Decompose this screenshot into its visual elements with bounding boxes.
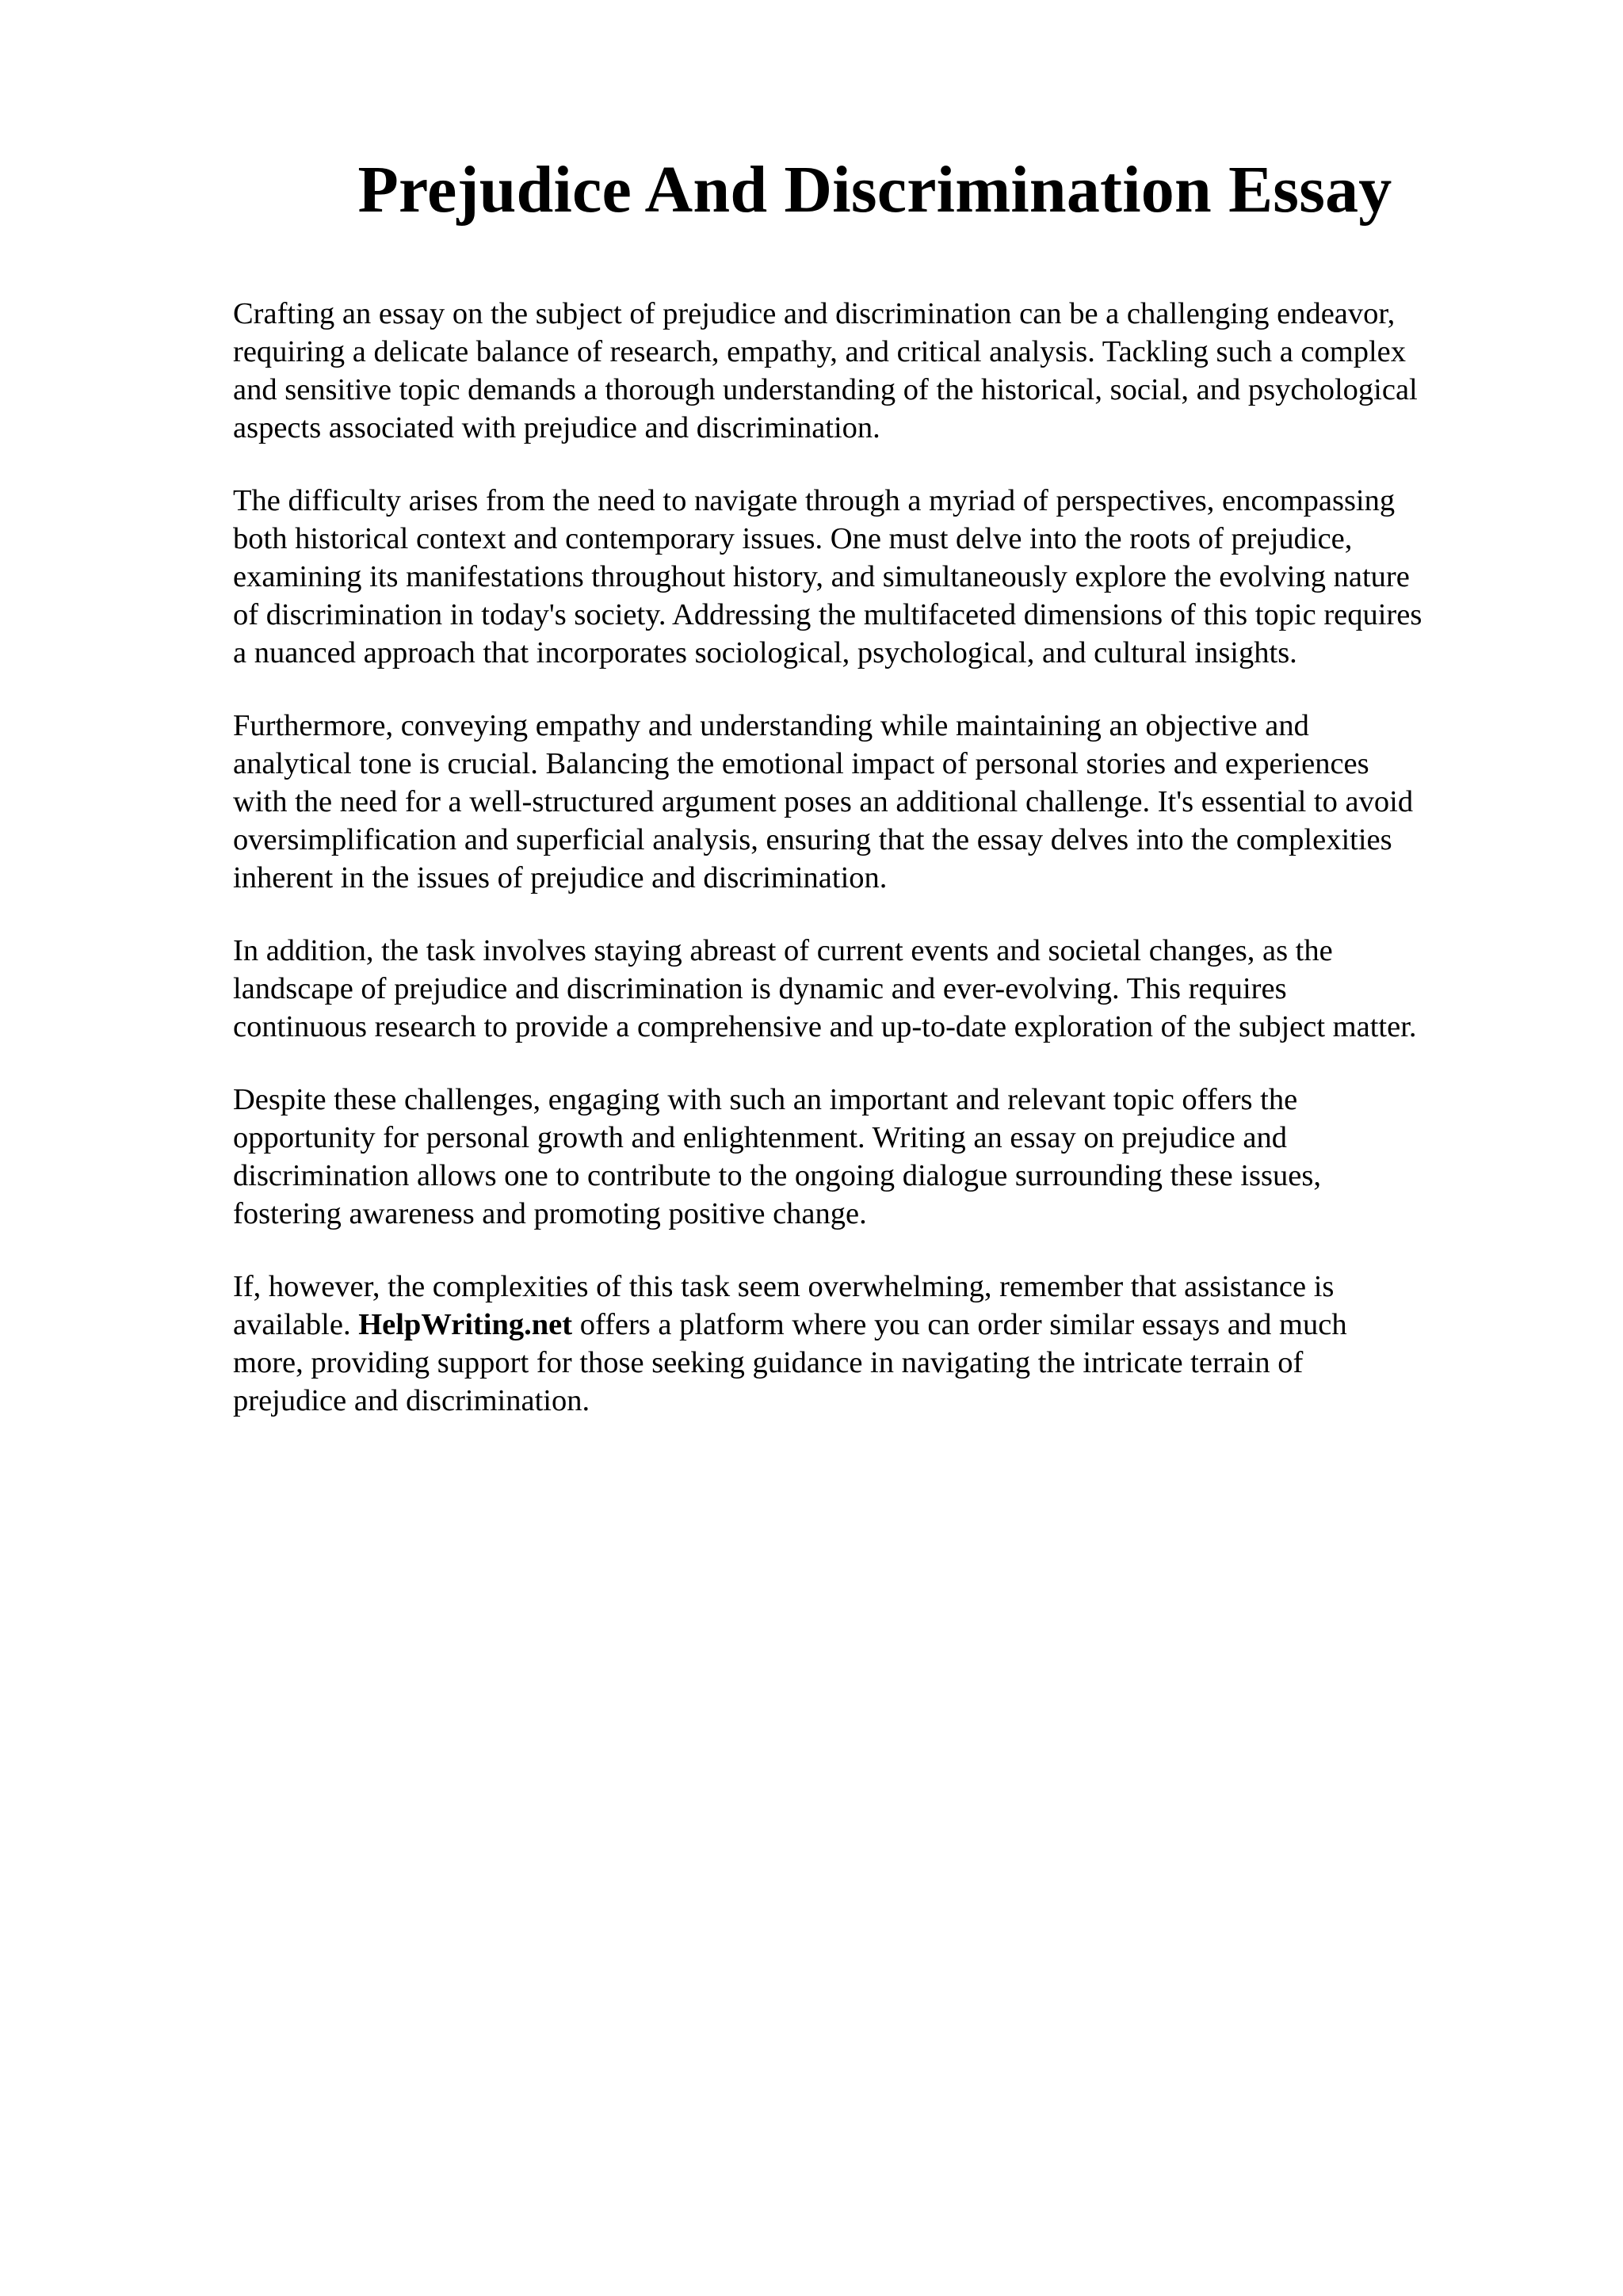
text-line: opportunity for personal growth and enlightenment. Writing an essay on prejudice and bbox=[233, 1121, 1287, 1154]
brand-name: HelpWriting.net bbox=[358, 1308, 573, 1341]
text-line bbox=[233, 1306, 1541, 1344]
text-line: In addition, the task involves staying abreast of current events and societal changes, as the bbox=[233, 934, 1333, 967]
paragraph-1 bbox=[233, 295, 1541, 447]
text-line: examining its manifestations throughout history, and simultaneously explore the evolving nature bbox=[233, 560, 1410, 593]
text-line: and sensitive topic demands a thorough understanding of the historical, social, and psychological bbox=[233, 373, 1418, 406]
text-line: landscape of prejudice and discrimination is dynamic and ever-evolving. This requires bbox=[233, 972, 1287, 1005]
paragraph-5 bbox=[233, 1081, 1541, 1233]
text-line: prejudice and discrimination. bbox=[233, 1384, 590, 1417]
text-line: Despite these challenges, engaging with such an important and relevant topic offers the bbox=[233, 1083, 1298, 1116]
paragraph-3 bbox=[233, 707, 1541, 897]
text-line: discrimination allows one to contribute to the ongoing dialogue surrounding these issues, bbox=[233, 1159, 1321, 1192]
paragraph-4 bbox=[233, 932, 1541, 1046]
text-line: aspects associated with prejudice and discrimination. bbox=[233, 411, 880, 444]
text-line: Furthermore, conveying empathy and understanding while maintaining an objective and bbox=[233, 709, 1309, 742]
text-line: inherent in the issues of prejudice and discrimination. bbox=[233, 861, 888, 894]
text-line: more, providing support for those seeking guidance in navigating the intricate terrain of bbox=[233, 1346, 1304, 1379]
text-segment: offers a platform where you can order similar essays and much bbox=[572, 1308, 1347, 1341]
text-line: analytical tone is crucial. Balancing the emotional impact of personal stories and experiences bbox=[233, 747, 1369, 780]
text-line: If, however, the complexities of this task seem overwhelming, remember that assistance is bbox=[233, 1270, 1335, 1303]
text-line: requiring a delicate balance of research, empathy, and critical analysis. Tackling such a complex bbox=[233, 335, 1406, 368]
text-line: with the need for a well-structured argument poses an additional challenge. It's essential to avoid bbox=[233, 785, 1414, 818]
essay-body bbox=[233, 295, 1541, 1455]
text-line: oversimplification and superficial analysis, ensuring that the essay delves into the complexities bbox=[233, 823, 1392, 856]
text-line: of discrimination in today's society. Addressing the multifaceted dimensions of this topic requires bbox=[233, 598, 1423, 631]
page-title: Prejudice And Discrimination Essay bbox=[357, 153, 1392, 227]
text-line: continuous research to provide a comprehensive and up-to-date exploration of the subject matter. bbox=[233, 1010, 1417, 1043]
text-segment: available. bbox=[233, 1308, 359, 1341]
text-line: The difficulty arises from the need to navigate through a myriad of perspectives, encompassing bbox=[233, 484, 1396, 517]
paragraph-6 bbox=[233, 1268, 1541, 1420]
text-line: both historical context and contemporary issues. One must delve into the roots of prejudice, bbox=[233, 522, 1353, 555]
paragraph-2 bbox=[233, 482, 1541, 672]
text-line: Crafting an essay on the subject of prejudice and discrimination can be a challenging endeavor, bbox=[233, 297, 1396, 330]
text-line: a nuanced approach that incorporates sociological, psychological, and cultural insights. bbox=[233, 636, 1297, 669]
text-line: fostering awareness and promoting positive change. bbox=[233, 1197, 867, 1230]
